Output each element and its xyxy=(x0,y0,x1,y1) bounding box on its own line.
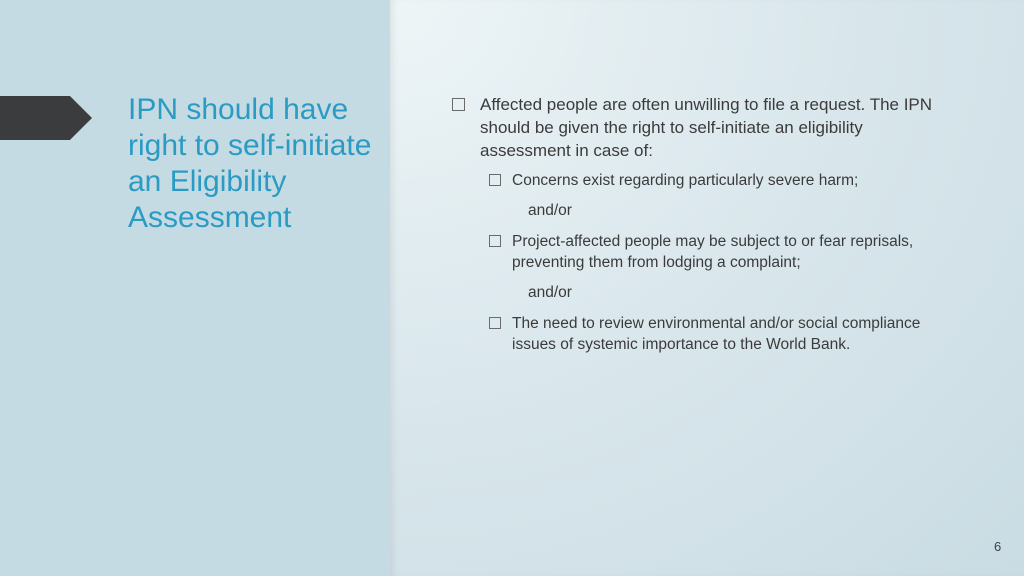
main-bullet xyxy=(452,93,972,162)
connector-text: and/or xyxy=(528,202,572,219)
sub-bullet-text: Project-affected people may be subject to or fear reprisals, preventing them from lodging a complaint; xyxy=(512,233,914,271)
sub-bullet-text: The need to review environmental and/or social compliance issues of systemic importance to the World Bank. xyxy=(512,315,921,353)
slide-title: IPN should have right to self-initiate an Eligibility Assessment xyxy=(128,93,372,234)
sub-bullet xyxy=(489,313,972,355)
page-number: 6 xyxy=(994,539,1002,554)
main-bullet-text: Affected people are often unwilling to file a request. The IPN should be given the right to self-initiate an eligibility assessment in case of: xyxy=(480,95,933,160)
sub-bullet-text: Concerns exist regarding particularly severe harm; xyxy=(512,172,859,189)
bullet-box-icon xyxy=(489,235,501,247)
bullet-box-icon xyxy=(489,174,501,186)
left-panel xyxy=(0,0,390,576)
bullet-box-icon xyxy=(452,98,465,111)
sub-bullet xyxy=(489,170,972,191)
connector-text: and/or xyxy=(528,284,572,301)
slide-body xyxy=(452,93,972,355)
sub-bullet xyxy=(489,231,972,273)
bullet-box-icon xyxy=(489,317,501,329)
